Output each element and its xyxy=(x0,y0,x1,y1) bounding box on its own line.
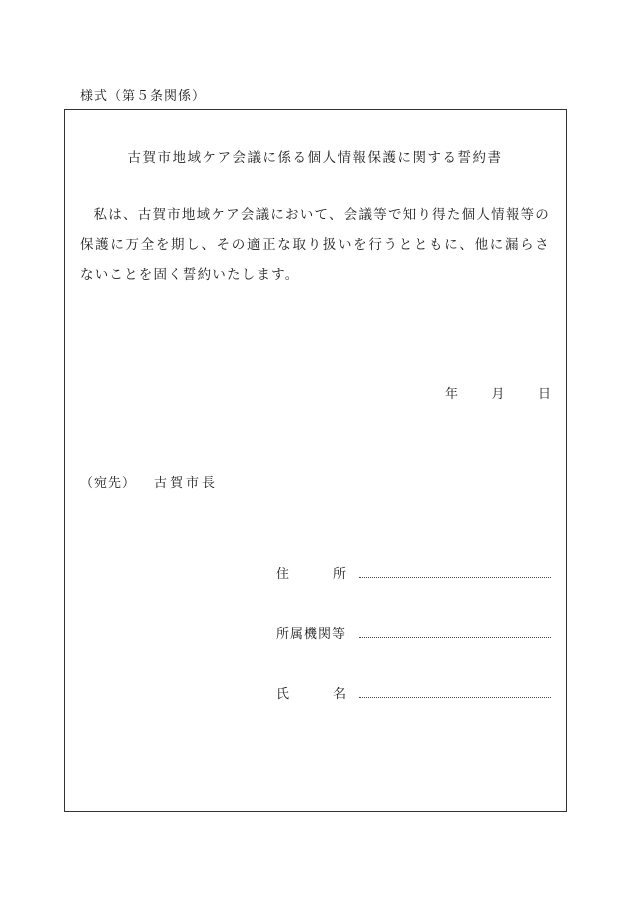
addressee xyxy=(80,472,218,491)
date-field xyxy=(445,383,551,402)
address-signature-line[interactable] xyxy=(359,577,551,578)
addressee-label: （宛先） xyxy=(80,476,137,491)
pledge-body-text: 私は、古賀市地域ケア会議において、会議等で知り得た個人情報等の保護に万全を期し、その適正な取り扱いを行うとともに、他に漏らさないことを固く誓約いたします。 xyxy=(80,207,550,283)
name-label-char1: 氏 xyxy=(276,687,290,702)
date-month-label: 月 xyxy=(491,387,505,402)
name-signature-line[interactable] xyxy=(359,697,551,698)
address-field xyxy=(276,563,551,583)
address-label-char1: 住 xyxy=(276,567,290,582)
document-title: 古賀市地域ケア会議に係る個人情報保護に関する誓約書 xyxy=(127,150,503,166)
organization-label: 所属機関等 xyxy=(276,627,347,642)
date-year-label: 年 xyxy=(445,387,459,402)
address-label xyxy=(276,563,346,582)
organization-field xyxy=(276,623,551,643)
addressee-recipient: 古賀市長 xyxy=(154,476,219,491)
name-label-char2: 名 xyxy=(332,687,346,702)
form-number-label: 様式（第５条関係） xyxy=(80,89,207,104)
name-field xyxy=(276,683,551,703)
address-label-char2: 所 xyxy=(332,567,346,582)
name-label xyxy=(276,683,346,702)
organization-signature-line[interactable] xyxy=(359,637,551,638)
date-day-label: 日 xyxy=(537,387,551,402)
